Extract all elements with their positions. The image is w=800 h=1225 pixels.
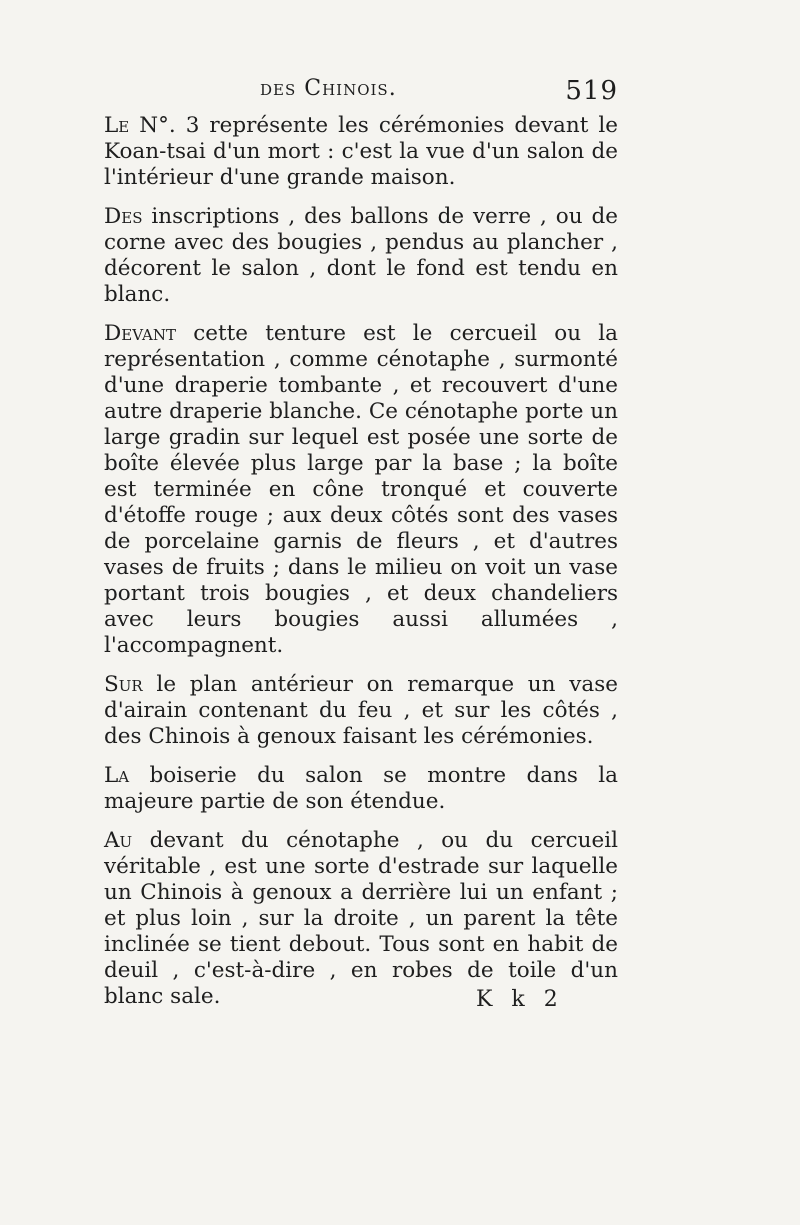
running-title: des Chinois. — [260, 76, 397, 101]
paragraph-text: N°. 3 représente les cérémonies devant le Koan-tsai d'un mort : c'est la vue d'un salon de l'intérieur d'une grande maison. — [104, 113, 618, 190]
paragraph — [104, 672, 618, 750]
page-number: 519 — [565, 76, 618, 106]
paragraph — [104, 113, 618, 191]
paragraph-lead-word: Sur — [104, 672, 143, 697]
page-header — [104, 76, 618, 108]
paragraph-text: le plan antérieur on remarque un vase d'airain contenant du feu , et sur les côtés , des Chinois à genoux faisant les cérémonies. — [104, 672, 618, 749]
paragraph-text: devant du cénotaphe , ou du cercueil véritable , est une sorte d'estrade sur laquelle un Chinois à genoux a derrière lui un enfant ; et plus loin , sur la droite , un parent la tête inclinée se tient debout. Tous sont en habit de deuil , c'est-à-dire , en robes de toile d'un blanc sale. — [104, 828, 618, 1009]
paragraph-text: boiserie du salon se montre dans la majeure partie de son étendue. — [104, 763, 618, 814]
paragraph-lead-word: Devant — [104, 321, 176, 346]
paragraph-lead-word: La — [104, 763, 130, 788]
paragraph — [104, 204, 618, 308]
paragraph — [104, 321, 618, 659]
page-body — [104, 113, 618, 1023]
signature-mark: K k 2 — [476, 987, 564, 1012]
paragraph-text: cette tenture est le cercueil ou la représentation , comme cénotaphe , surmonté d'une draperie tombante , et recouvert d'une autre draperie blanche. Ce cénotaphe porte un large gradin sur lequel est posée une sorte de boîte élevée plus large par la base ; la boîte est terminée en cône tronqué et couverte d'étoffe rouge ; aux deux côtés sont des vases de porcelaine garnis de fleurs , et d'autres vases de fruits ; dans le milieu on voit un vase portant trois bougies , et deux chandeliers avec leurs bougies aussi allumées , l'accompagnent. — [104, 321, 618, 658]
paragraph — [104, 828, 618, 1010]
paragraph — [104, 763, 618, 815]
paragraph-text: inscriptions , des ballons de verre , ou de corne avec des bougies , pendus au plancher , décorent le salon , dont le fond est tendu en blanc. — [104, 204, 618, 307]
paragraph-lead-word: Le — [104, 113, 130, 138]
paragraph-lead-word: Des — [104, 204, 143, 229]
paragraph-lead-word: Au — [104, 828, 133, 853]
